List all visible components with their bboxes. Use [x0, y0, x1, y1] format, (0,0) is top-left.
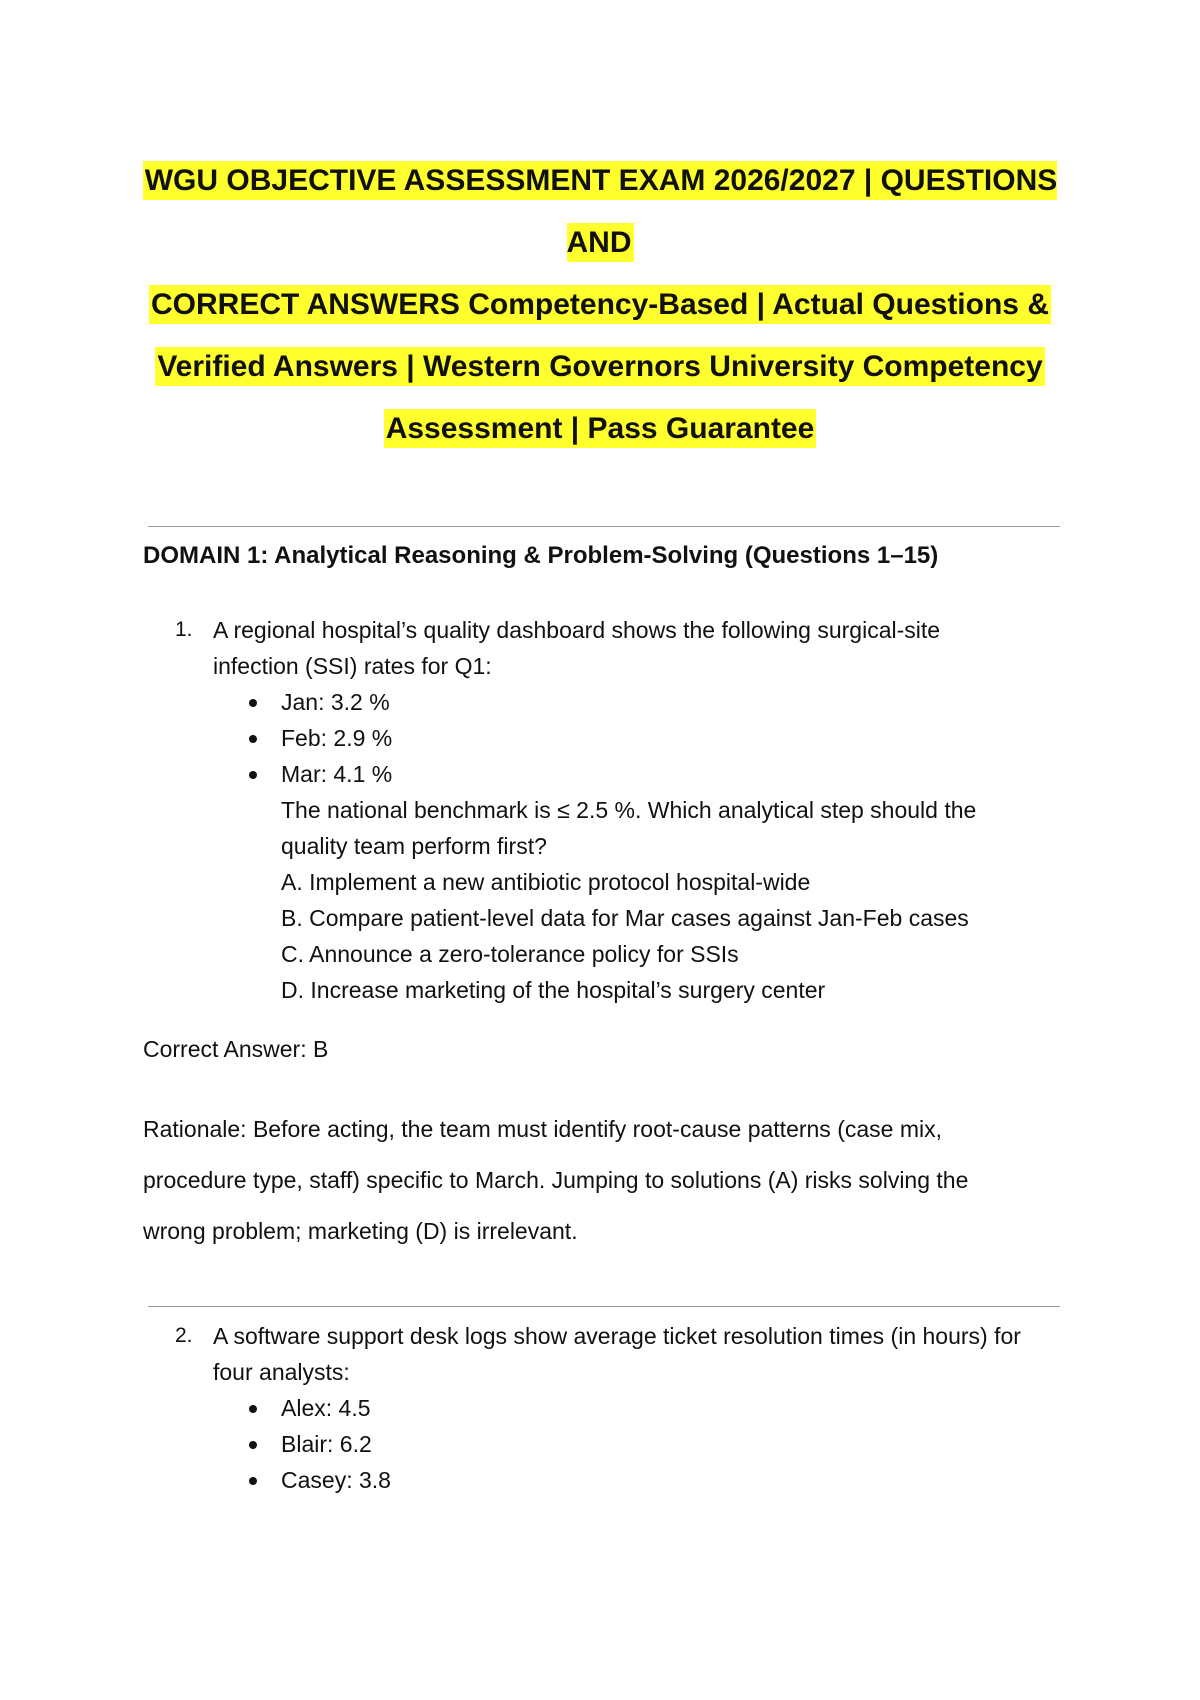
rationale-line: wrong problem; marketing (D) is irrelevant. [143, 1218, 578, 1244]
question-stem [213, 1318, 1083, 1390]
title-line: WGU OBJECTIVE ASSESSMENT EXAM 2026/2027 | QUESTIONS AND [143, 161, 1058, 262]
question-prompt [281, 792, 1041, 864]
stem-line: four analysts: [213, 1359, 350, 1385]
bullet-icon [249, 735, 257, 743]
rationale [143, 1104, 1043, 1257]
list-item: Mar: 4.1 % [247, 756, 1075, 792]
question-1 [175, 612, 1075, 1008]
correct-answer: Correct Answer: B [143, 1036, 329, 1062]
data-list [247, 684, 1075, 792]
domain-heading: DOMAIN 1: Analytical Reasoning & Problem-Solving (Questions 1–15) [143, 542, 939, 569]
stem-line: A software support desk logs show average ticket resolution times (in hours) for [213, 1323, 1021, 1349]
title-line: Verified Answers | Western Governors University Competency [155, 347, 1044, 386]
rationale-line: procedure type, staff) specific to March. Jumping to solutions (A) risks solving the [143, 1167, 969, 1193]
prompt-line: The national benchmark is ≤ 2.5 %. Which analytical step should the [281, 797, 977, 823]
bullet-icon [249, 1405, 257, 1413]
answer-option-c: C. Announce a zero-tolerance policy for SSIs [281, 941, 739, 967]
stem-line: A regional hospital’s quality dashboard shows the following surgical-site [213, 617, 941, 643]
title-line: Assessment | Pass Guarantee [384, 409, 817, 448]
horizontal-rule [148, 1306, 1060, 1307]
list-item: Blair: 6.2 [247, 1426, 1075, 1462]
list-item: Jan: 3.2 % [247, 684, 1075, 720]
answer-option-d: D. Increase marketing of the hospital’s surgery center [281, 977, 826, 1003]
list-item: Alex: 4.5 [247, 1390, 1075, 1426]
answer-option-b: B. Compare patient-level data for Mar cases against Jan-Feb cases [281, 905, 969, 931]
data-list [247, 1390, 1075, 1498]
stem-line: infection (SSI) rates for Q1: [213, 653, 492, 679]
list-item: Casey: 3.8 [247, 1462, 1075, 1498]
bullet-icon [249, 771, 257, 779]
answer-option-a: A. Implement a new antibiotic protocol hospital-wide [281, 869, 811, 895]
bullet-icon [249, 1441, 257, 1449]
horizontal-rule [148, 526, 1060, 527]
bullet-icon [249, 1477, 257, 1485]
question-stem [213, 612, 1083, 684]
bullet-icon [249, 699, 257, 707]
question-2 [175, 1318, 1075, 1498]
document-title [130, 150, 1070, 460]
question-number: 2. [175, 1324, 193, 1347]
prompt-line: quality team perform first? [281, 833, 547, 859]
title-line: CORRECT ANSWERS Competency-Based | Actual Questions & [149, 285, 1051, 324]
question-number: 1. [175, 618, 193, 641]
rationale-line: Rationale: Before acting, the team must identify root-cause patterns (case mix, [143, 1116, 942, 1142]
list-item: Feb: 2.9 % [247, 720, 1075, 756]
